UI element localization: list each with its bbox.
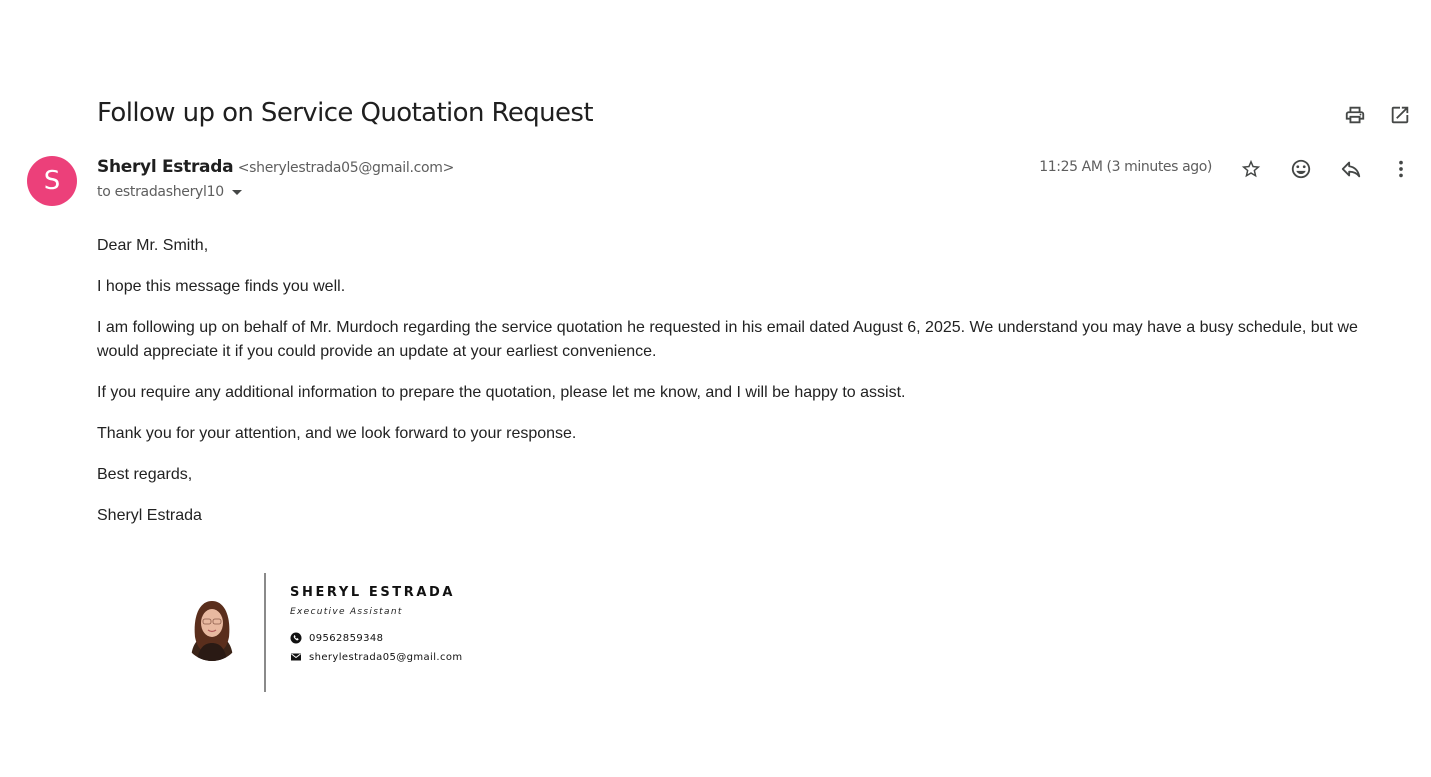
signature-title: Executive Assistant [290, 607, 403, 617]
signature-photo [183, 597, 241, 661]
phone-icon [290, 632, 302, 644]
signature-divider [264, 573, 266, 692]
email-body [97, 234, 1397, 545]
sender-name[interactable]: Sheryl Estrada [97, 157, 234, 177]
star-icon[interactable] [1237, 155, 1264, 182]
body-paragraph: Best regards, [97, 466, 193, 483]
avatar[interactable]: S [27, 156, 77, 206]
sender-line [97, 157, 454, 177]
print-icon[interactable] [1341, 101, 1368, 128]
open-in-new-window-icon[interactable] [1386, 101, 1413, 128]
email-signature [180, 573, 500, 693]
signature-email[interactable]: sherylestrada05@gmail.com [309, 651, 463, 663]
body-paragraph: Thank you for your attention, and we look forward to your response. [97, 425, 577, 442]
reply-icon[interactable] [1337, 155, 1364, 182]
signature-email-row [290, 651, 463, 663]
recipient-line [97, 184, 242, 200]
message-actions [1237, 155, 1414, 182]
thread-actions [1341, 101, 1413, 128]
signature-name: SHERYL ESTRADA [290, 585, 456, 600]
recipient-label: to estradasheryl10 [97, 184, 224, 200]
body-paragraph: I am following up on behalf of Mr. Murdoch regarding the service quotation he requested in his email dated August 6, 2025. We understand you may have a busy schedule, but we would appreciate it if you could provide an update at your earliest convenience. [97, 319, 1358, 360]
body-paragraph: Sheryl Estrada [97, 507, 202, 524]
more-options-icon[interactable] [1387, 155, 1414, 182]
email-subject: Follow up on Service Quotation Request [97, 98, 593, 128]
body-paragraph: If you require any additional information to prepare the quotation, please let me know, and I will be happy to assist. [97, 384, 906, 401]
body-paragraph: I hope this message finds you well. [97, 278, 346, 295]
body-paragraph: Dear Mr. Smith, [97, 237, 209, 254]
email-timestamp: 11:25 AM (3 minutes ago) [1039, 159, 1212, 175]
emoji-reaction-icon[interactable] [1287, 155, 1314, 182]
chevron-down-icon[interactable] [232, 190, 242, 195]
signature-phone-row [290, 632, 383, 644]
mail-icon [290, 651, 302, 663]
sender-email: <sherylestrada05@gmail.com> [237, 160, 455, 176]
signature-phone[interactable]: 09562859348 [309, 632, 384, 644]
